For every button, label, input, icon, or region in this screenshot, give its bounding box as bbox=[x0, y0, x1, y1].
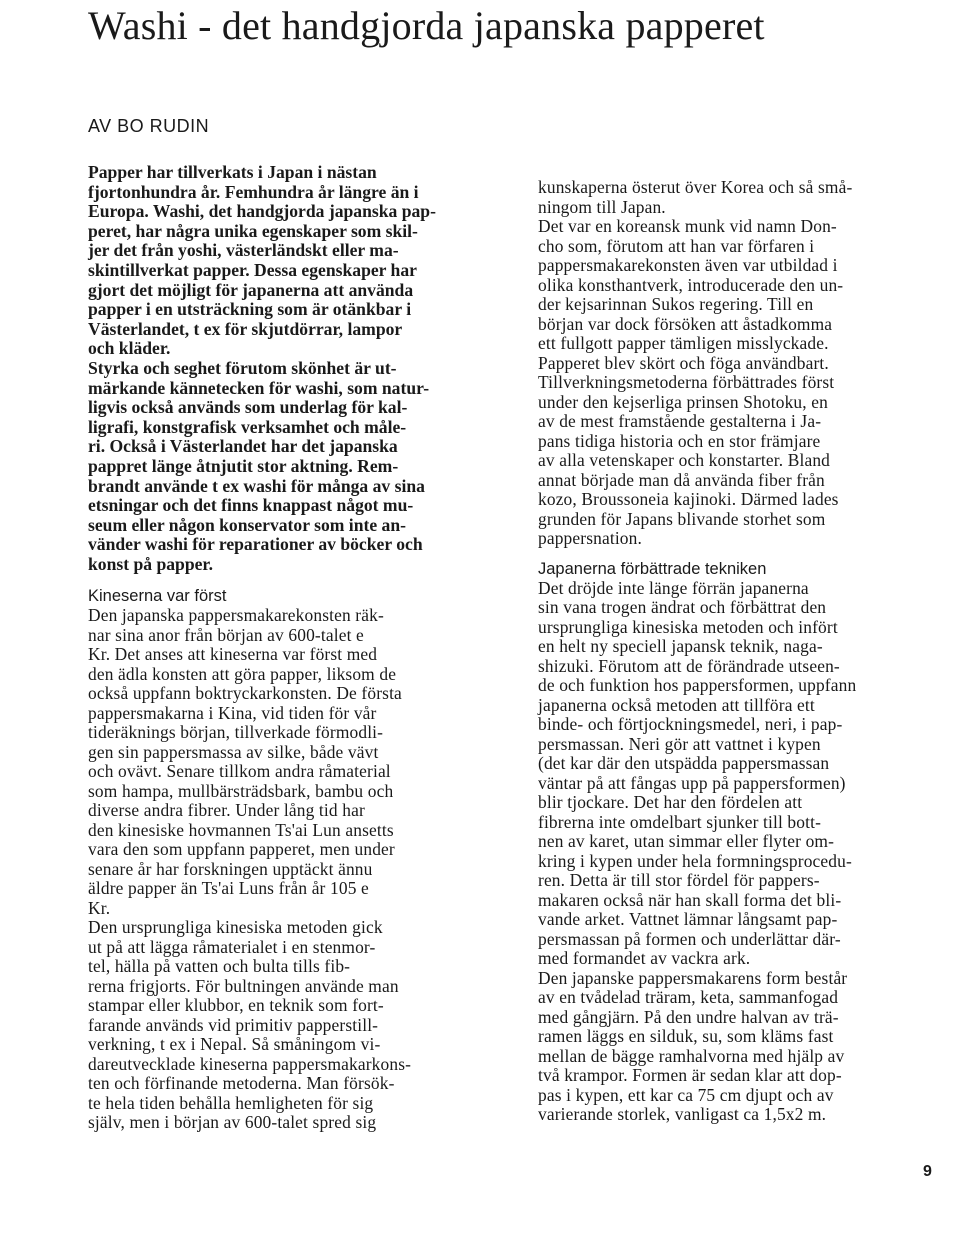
lead-line: konst på papper. bbox=[88, 553, 214, 574]
body-line: stampar eller klubbor, en teknik som fort- bbox=[88, 995, 384, 1016]
body-line: pas i kypen, ett kar ca 75 cm djupt och av bbox=[538, 1084, 834, 1105]
body-line: med formandet av vackra ark. bbox=[538, 948, 751, 968]
body-line: av alla vetenskaper och konstarter. Bland bbox=[538, 450, 831, 470]
body-line: ursprungliga kinesiska metoden och infört bbox=[538, 616, 838, 637]
body-line: den kinesiske hovmannen Ts'ai Lun ansetts bbox=[88, 819, 394, 840]
lead-line: brandt använde t ex washi för många av sina bbox=[88, 475, 425, 496]
lead-line: jer det från yoshi, västerländskt eller ma- bbox=[88, 240, 399, 261]
body-line: nar sina anor från början av 600-talet e bbox=[88, 624, 364, 645]
right-body-text-1 bbox=[538, 178, 918, 549]
lead-line: Styrka och seghet förutom skönhet är ut- bbox=[88, 357, 397, 378]
lead-line: Europa. Washi, det handgjorda japanska pap- bbox=[88, 201, 436, 222]
body-line: shizuki. Förutom att de förändrade utseen- bbox=[538, 655, 840, 676]
body-line: der kejsarinnan Sukos regering. Till en bbox=[538, 294, 814, 314]
lead-line: pappret länge åtnjutit stor aktning. Rem- bbox=[88, 455, 399, 476]
lead-line: seum eller någon konservator som inte an- bbox=[88, 514, 406, 535]
body-line: av de mest framstående gestalterna i Ja- bbox=[538, 411, 822, 431]
body-line: två krampor. Formen är sedan klar att dop- bbox=[538, 1065, 842, 1085]
left-column bbox=[88, 163, 478, 1133]
body-line: med gångjärn. På den undre halvan av trä- bbox=[538, 1006, 839, 1027]
body-line: farande används vid primitiv papperstill- bbox=[88, 1014, 379, 1035]
body-line: och ovävt. Senare tillkom andra råmaterial bbox=[88, 761, 391, 782]
lead-line: ligrafi, konstgrafisk verksamhet och måle- bbox=[88, 416, 407, 437]
body-line: pans tidiga historia och en stor främjare bbox=[538, 430, 821, 451]
body-line: persmassan på formen och underlättar där- bbox=[538, 928, 841, 949]
right-column bbox=[538, 178, 918, 1125]
body-line: (det kar där den utspädda pappersmassan bbox=[538, 753, 830, 773]
lead-line: vänder washi för reparationer av böcker och bbox=[88, 534, 423, 555]
right-body-text-2 bbox=[538, 579, 918, 1125]
body-line: fibrerna inte omdelbart sjunker till bott- bbox=[538, 811, 822, 832]
lead-line: skintillverkat papper. Dessa egenskaper har bbox=[88, 259, 417, 280]
body-line: av en tvådelad träram, keta, sammanfogad bbox=[538, 987, 839, 1007]
body-line: annat började man då använda fiber från bbox=[538, 469, 825, 490]
body-line: te hela tiden behålla hemligheten för sig bbox=[88, 1092, 374, 1113]
body-line: rerna frigjorts. För bultningen använde man bbox=[88, 975, 399, 996]
body-line: en helt ny speciell japansk teknik, naga- bbox=[538, 636, 823, 656]
body-line: makaren också när han skall forma det bli- bbox=[538, 889, 842, 910]
body-line: nen av karet, utan simmar eller flyter om- bbox=[538, 831, 835, 851]
body-line: ningom till Japan. bbox=[538, 196, 666, 217]
body-line: väntar på att fångas upp på pappersformen) bbox=[538, 772, 846, 793]
body-line: cho som, förutom att han var förfaren i bbox=[538, 235, 815, 256]
left-body-text bbox=[88, 606, 478, 1133]
body-line: kring i kypen under hela formningsprocedu- bbox=[538, 850, 852, 871]
body-line: Den japanska pappersmakarekonsten räk- bbox=[88, 605, 384, 626]
lead-line: gjort det möjligt för japanerna att använda bbox=[88, 279, 414, 300]
body-line: tel, hälla på vatten och bulta tills fib- bbox=[88, 956, 351, 977]
body-line: vande arket. Vattnet lämnar långsamt pap- bbox=[538, 909, 838, 929]
lead-line: ligvis också används som underlag för kal- bbox=[88, 397, 408, 418]
body-line: som hampa, mullbärsträdsbark, bambu och bbox=[88, 780, 394, 801]
body-line: olika konsthantverk, introducerade den un- bbox=[538, 274, 844, 295]
subhead-japanerna: Japanerna förbättrade tekniken bbox=[538, 559, 767, 578]
body-line: Den ursprungliga kinesiska metoden gick bbox=[88, 917, 383, 938]
body-line: ren. Detta är till stor fördel för pappers- bbox=[538, 870, 820, 890]
lead-paragraph bbox=[88, 163, 478, 574]
page-number: 9 bbox=[923, 1163, 932, 1180]
body-line: tideräknings början, tillverkade förmodli- bbox=[88, 722, 384, 743]
body-line: ut på att lägga råmaterialet i en stenmor- bbox=[88, 936, 376, 957]
body-line: persmassan. Neri gör att vattnet i kypen bbox=[538, 733, 821, 754]
body-line: diverse andra fibrer. Under lång tid har bbox=[88, 800, 365, 821]
lead-line: etsningar och det finns knappast något mu- bbox=[88, 495, 414, 516]
body-line: varierande storlek, vanligast ca 1,5x2 m. bbox=[538, 1104, 827, 1124]
body-line: blir tjockare. Det har den fördelen att bbox=[538, 792, 803, 812]
byline: AV BO RUDIN bbox=[88, 116, 210, 136]
body-line: Kr. Det anses att kineserna var först med bbox=[88, 644, 378, 665]
body-line: under den kejserliga prinsen Shotoku, en bbox=[538, 391, 828, 412]
body-line: binde- och förtjockningsmedel, neri, i pap- bbox=[538, 714, 843, 734]
body-line: mellan de bägge ramhalvorna med hjälp av bbox=[538, 1045, 845, 1066]
body-line: ramen läggs en silduk, su, som kläms fast bbox=[538, 1026, 834, 1046]
subhead-kineserna: Kineserna var först bbox=[88, 587, 227, 606]
body-line: pappersmakarekonsten även var utbildad i bbox=[538, 255, 838, 275]
body-line: gen sin pappersmassa av silke, både vävt bbox=[88, 741, 379, 762]
lead-line: peret, har några unika egenskaper som skil- bbox=[88, 220, 418, 241]
body-line: Tillverkningsmetoderna förbättrades först bbox=[538, 372, 835, 392]
body-line: japanerna också metoden att tillföra ett bbox=[538, 694, 815, 715]
body-line: Papperet blev skört och föga användbart. bbox=[538, 352, 829, 373]
body-line: pappersmakarna i Kina, vid tiden för vår bbox=[88, 702, 377, 723]
body-line: ten och förfinande metoderna. Man försök- bbox=[88, 1073, 395, 1094]
body-line: Den japanske pappersmakarens form består bbox=[538, 967, 848, 988]
body-line: Kr. bbox=[88, 897, 111, 918]
body-line: också uppfann boktryckarkonsten. De första bbox=[88, 683, 402, 704]
body-line: själv, men i början av 600-talet spred sig bbox=[88, 1112, 377, 1133]
lead-line: papper i en utsträckning som är otänkbar i bbox=[88, 299, 412, 320]
body-line: den ädla konsten att göra papper, liksom de bbox=[88, 663, 397, 684]
lead-line: fjortonhundra år. Femhundra år längre än i bbox=[88, 181, 419, 202]
body-line: vara den som uppfann papperet, men under bbox=[88, 839, 395, 860]
body-line: Det var en koreansk munk vid namn Don- bbox=[538, 216, 837, 236]
lead-line: märkande kännetecken för washi, som natur- bbox=[88, 377, 430, 398]
body-line: kunskaperna österut över Korea och så små- bbox=[538, 177, 853, 197]
body-line: pappersnation. bbox=[538, 528, 642, 548]
body-line: verkning, t ex i Nepal. Så småningom vi- bbox=[88, 1034, 381, 1055]
lead-line: och kläder. bbox=[88, 338, 171, 359]
lead-line: ri. Också i Västerlandet har det japanska bbox=[88, 436, 398, 457]
body-line: sin vana trogen ändrat och förbättrat den bbox=[538, 597, 827, 617]
body-line: äldre papper än Ts'ai Luns från år 105 e bbox=[88, 878, 369, 899]
body-line: ett fullgott papper tämligen misslyckade. bbox=[538, 333, 829, 353]
body-line: senare år har forskningen upptäckt ännu bbox=[88, 858, 373, 879]
body-line: kozo, Broussoneia kajinoki. Därmed lades bbox=[538, 489, 839, 509]
body-line: Det dröjde inte länge förrän japanerna bbox=[538, 577, 809, 598]
lead-line: Västerlandet, t ex för skjutdörrar, lampor bbox=[88, 318, 403, 339]
lead-line: Papper har tillverkats i Japan i nästan bbox=[88, 162, 377, 182]
body-line: början var dock försöken att åstadkomma bbox=[538, 313, 833, 334]
body-line: grunden för Japans blivande storhet som bbox=[538, 508, 826, 529]
body-line: de och funktion hos pappersformen, uppfann bbox=[538, 675, 857, 695]
article-title: Washi - det handgjorda japanska papperet bbox=[88, 3, 765, 48]
body-line: dareutvecklade kineserna pappersmakarkons- bbox=[88, 1053, 412, 1074]
